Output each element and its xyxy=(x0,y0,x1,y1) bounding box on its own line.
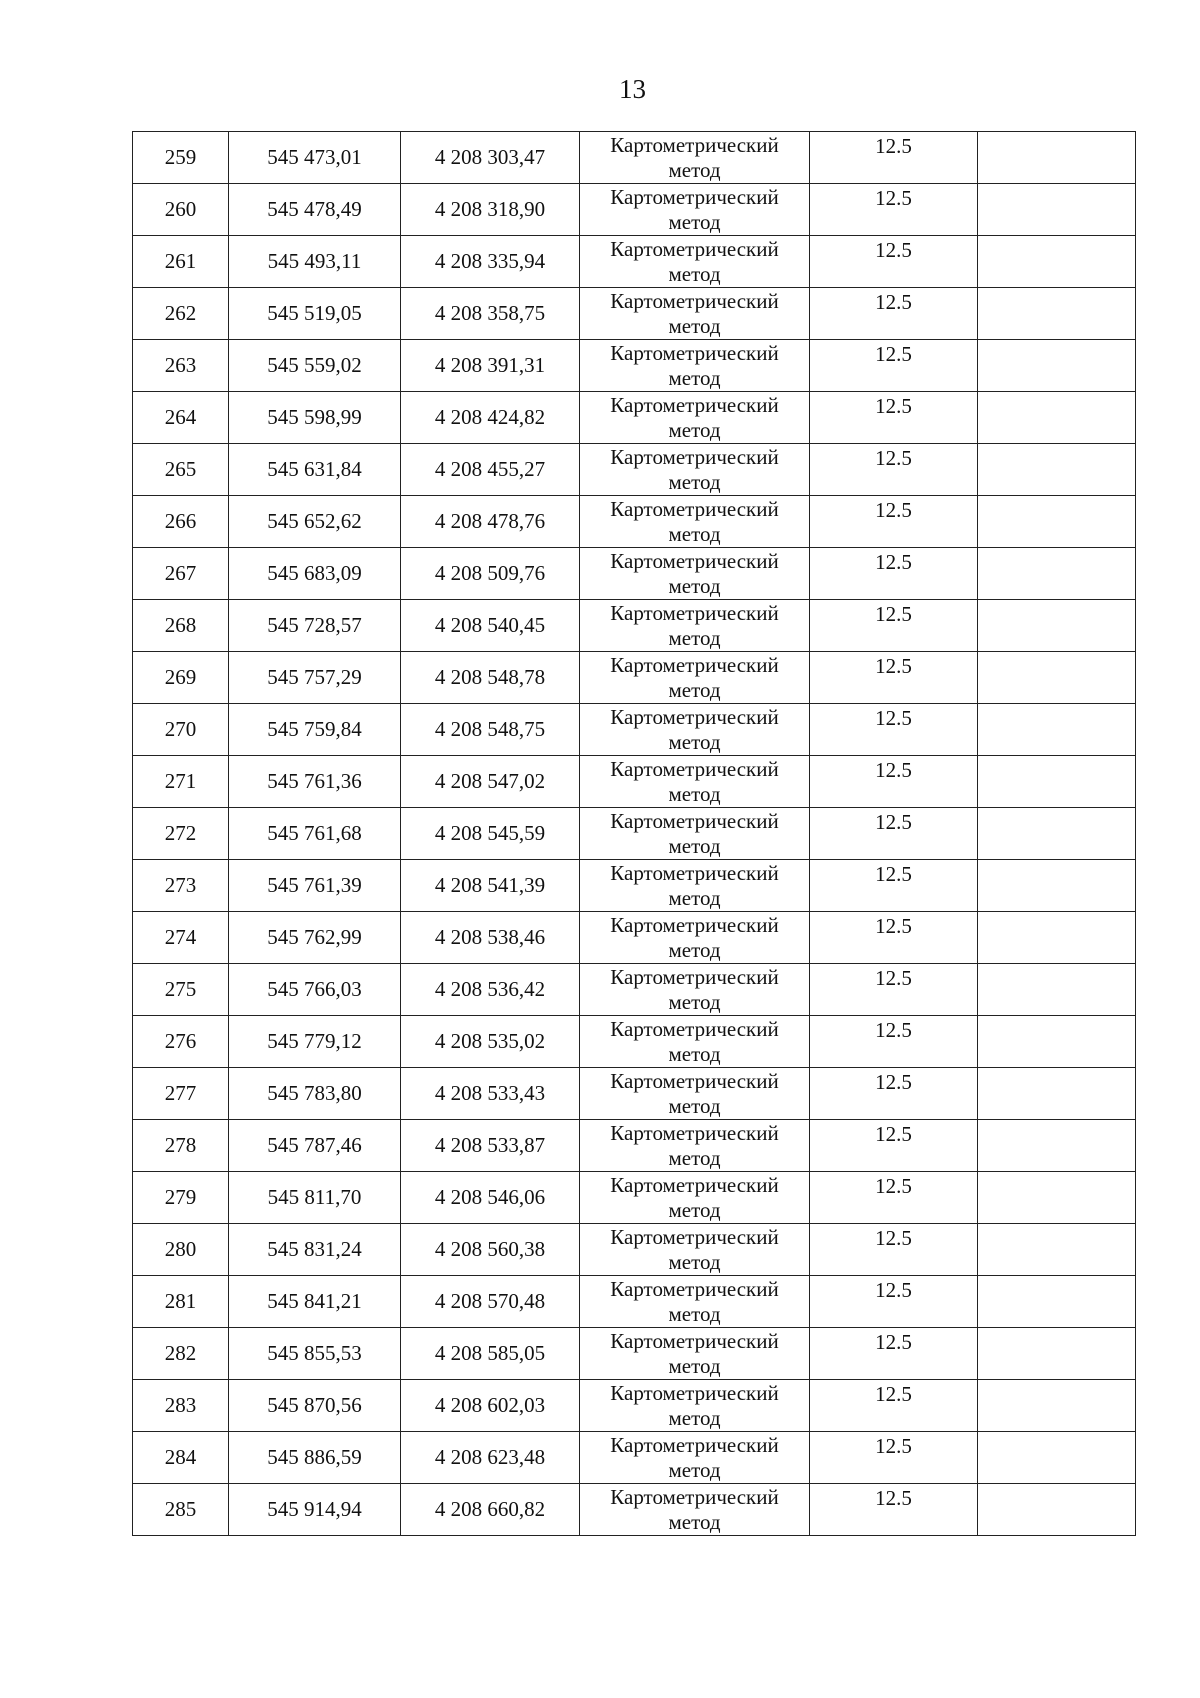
accuracy-cell: 12.5 xyxy=(810,756,978,808)
method-text-line: Картометрический xyxy=(610,757,779,781)
method-text-line: метод xyxy=(668,990,721,1014)
y-coordinate-cell: 4 208 358,75 xyxy=(401,288,580,340)
y-coordinate-cell: 4 208 545,59 xyxy=(401,808,580,860)
method-text-line: Картометрический xyxy=(610,497,779,521)
point-number-cell: 263 xyxy=(133,340,229,392)
method-text-line: Картометрический xyxy=(610,1017,779,1041)
y-coordinate-cell: 4 208 560,38 xyxy=(401,1224,580,1276)
method-text-line: Картометрический xyxy=(610,1277,779,1301)
point-number-cell: 274 xyxy=(133,912,229,964)
accuracy-cell: 12.5 xyxy=(810,964,978,1016)
point-number-cell: 272 xyxy=(133,808,229,860)
method-text-line: метод xyxy=(668,418,721,442)
table-row xyxy=(133,548,1136,600)
accuracy-cell: 12.5 xyxy=(810,548,978,600)
method-text-line: Картометрический xyxy=(610,913,779,937)
accuracy-cell: 12.5 xyxy=(810,340,978,392)
x-coordinate-cell: 545 493,11 xyxy=(229,236,401,288)
method-text-line: метод xyxy=(668,1354,721,1378)
x-coordinate-cell: 545 811,70 xyxy=(229,1172,401,1224)
x-coordinate-cell: 545 870,56 xyxy=(229,1380,401,1432)
y-coordinate-cell: 4 208 303,47 xyxy=(401,132,580,184)
method-cell xyxy=(580,392,810,444)
y-coordinate-cell: 4 208 538,46 xyxy=(401,912,580,964)
point-number-cell: 266 xyxy=(133,496,229,548)
method-text-line: метод xyxy=(668,470,721,494)
method-cell xyxy=(580,964,810,1016)
method-text-line: Картометрический xyxy=(610,549,779,573)
x-coordinate-cell: 545 762,99 xyxy=(229,912,401,964)
method-text-line: Картометрический xyxy=(610,341,779,365)
method-text-line: Картометрический xyxy=(610,1381,779,1405)
point-number-cell: 285 xyxy=(133,1484,229,1536)
y-coordinate-cell: 4 208 547,02 xyxy=(401,756,580,808)
accuracy-cell: 12.5 xyxy=(810,1276,978,1328)
x-coordinate-cell: 545 914,94 xyxy=(229,1484,401,1536)
y-coordinate-cell: 4 208 335,94 xyxy=(401,236,580,288)
x-coordinate-cell: 545 761,36 xyxy=(229,756,401,808)
table-row xyxy=(133,132,1136,184)
table-row xyxy=(133,1016,1136,1068)
accuracy-cell: 12.5 xyxy=(810,704,978,756)
table-row xyxy=(133,1328,1136,1380)
description-cell xyxy=(978,132,1136,184)
table-row xyxy=(133,808,1136,860)
table-row xyxy=(133,756,1136,808)
method-cell xyxy=(580,1484,810,1536)
accuracy-cell: 12.5 xyxy=(810,184,978,236)
method-text-line: метод xyxy=(668,1198,721,1222)
description-cell xyxy=(978,704,1136,756)
x-coordinate-cell: 545 598,99 xyxy=(229,392,401,444)
method-text-line: метод xyxy=(668,1094,721,1118)
x-coordinate-cell: 545 831,24 xyxy=(229,1224,401,1276)
description-cell xyxy=(978,288,1136,340)
point-number-cell: 284 xyxy=(133,1432,229,1484)
table-row xyxy=(133,600,1136,652)
description-cell xyxy=(978,496,1136,548)
table-row xyxy=(133,1484,1136,1536)
y-coordinate-cell: 4 208 570,48 xyxy=(401,1276,580,1328)
description-cell xyxy=(978,964,1136,1016)
table-row xyxy=(133,1276,1136,1328)
method-text-line: метод xyxy=(668,626,721,650)
x-coordinate-cell: 545 761,39 xyxy=(229,860,401,912)
accuracy-cell: 12.5 xyxy=(810,1432,978,1484)
accuracy-cell: 12.5 xyxy=(810,1172,978,1224)
y-coordinate-cell: 4 208 548,78 xyxy=(401,652,580,704)
method-text-line: Картометрический xyxy=(610,1329,779,1353)
accuracy-cell: 12.5 xyxy=(810,288,978,340)
method-cell xyxy=(580,1172,810,1224)
method-cell xyxy=(580,548,810,600)
method-text-line: Картометрический xyxy=(610,861,779,885)
y-coordinate-cell: 4 208 541,39 xyxy=(401,860,580,912)
description-cell xyxy=(978,444,1136,496)
table-row xyxy=(133,1380,1136,1432)
method-text-line: Картометрический xyxy=(610,1485,779,1509)
x-coordinate-cell: 545 855,53 xyxy=(229,1328,401,1380)
description-cell xyxy=(978,184,1136,236)
accuracy-cell: 12.5 xyxy=(810,392,978,444)
x-coordinate-cell: 545 886,59 xyxy=(229,1432,401,1484)
point-number-cell: 277 xyxy=(133,1068,229,1120)
table-row xyxy=(133,496,1136,548)
y-coordinate-cell: 4 208 391,31 xyxy=(401,340,580,392)
method-text-line: Картометрический xyxy=(610,965,779,989)
accuracy-cell: 12.5 xyxy=(810,444,978,496)
method-cell xyxy=(580,1016,810,1068)
x-coordinate-cell: 545 779,12 xyxy=(229,1016,401,1068)
y-coordinate-cell: 4 208 455,27 xyxy=(401,444,580,496)
method-cell xyxy=(580,756,810,808)
accuracy-cell: 12.5 xyxy=(810,1484,978,1536)
accuracy-cell: 12.5 xyxy=(810,1224,978,1276)
x-coordinate-cell: 545 787,46 xyxy=(229,1120,401,1172)
method-cell xyxy=(580,1224,810,1276)
point-number-cell: 264 xyxy=(133,392,229,444)
method-text-line: метод xyxy=(668,1250,721,1274)
x-coordinate-cell: 545 841,21 xyxy=(229,1276,401,1328)
y-coordinate-cell: 4 208 602,03 xyxy=(401,1380,580,1432)
accuracy-cell: 12.5 xyxy=(810,1328,978,1380)
y-coordinate-cell: 4 208 623,48 xyxy=(401,1432,580,1484)
table-row xyxy=(133,288,1136,340)
accuracy-cell: 12.5 xyxy=(810,808,978,860)
accuracy-cell: 12.5 xyxy=(810,1120,978,1172)
method-cell xyxy=(580,1380,810,1432)
method-text-line: метод xyxy=(668,1302,721,1326)
accuracy-cell: 12.5 xyxy=(810,600,978,652)
method-text-line: Картометрический xyxy=(610,601,779,625)
method-text-line: метод xyxy=(668,938,721,962)
method-cell xyxy=(580,912,810,964)
accuracy-cell: 12.5 xyxy=(810,236,978,288)
method-cell xyxy=(580,808,810,860)
method-cell xyxy=(580,444,810,496)
method-cell xyxy=(580,600,810,652)
accuracy-cell: 12.5 xyxy=(810,132,978,184)
method-cell xyxy=(580,1432,810,1484)
x-coordinate-cell: 545 757,29 xyxy=(229,652,401,704)
table-row xyxy=(133,912,1136,964)
method-text-line: метод xyxy=(668,314,721,338)
method-text-line: метод xyxy=(668,886,721,910)
y-coordinate-cell: 4 208 535,02 xyxy=(401,1016,580,1068)
table-row xyxy=(133,1172,1136,1224)
point-number-cell: 278 xyxy=(133,1120,229,1172)
method-cell xyxy=(580,184,810,236)
method-cell xyxy=(580,288,810,340)
y-coordinate-cell: 4 208 533,43 xyxy=(401,1068,580,1120)
table-row xyxy=(133,444,1136,496)
point-number-cell: 267 xyxy=(133,548,229,600)
description-cell xyxy=(978,600,1136,652)
method-text-line: метод xyxy=(668,1042,721,1066)
x-coordinate-cell: 545 728,57 xyxy=(229,600,401,652)
table-row xyxy=(133,340,1136,392)
method-text-line: Картометрический xyxy=(610,185,779,209)
description-cell xyxy=(978,392,1136,444)
point-number-cell: 279 xyxy=(133,1172,229,1224)
description-cell xyxy=(978,1068,1136,1120)
method-text-line: метод xyxy=(668,678,721,702)
description-cell xyxy=(978,912,1136,964)
description-cell xyxy=(978,860,1136,912)
description-cell xyxy=(978,808,1136,860)
method-cell xyxy=(580,340,810,392)
x-coordinate-cell: 545 766,03 xyxy=(229,964,401,1016)
description-cell xyxy=(978,1484,1136,1536)
method-cell xyxy=(580,132,810,184)
method-cell xyxy=(580,860,810,912)
point-number-cell: 268 xyxy=(133,600,229,652)
method-text-line: метод xyxy=(668,366,721,390)
method-cell xyxy=(580,236,810,288)
table-row xyxy=(133,860,1136,912)
table-row xyxy=(133,704,1136,756)
description-cell xyxy=(978,756,1136,808)
x-coordinate-cell: 545 519,05 xyxy=(229,288,401,340)
table-row xyxy=(133,964,1136,1016)
method-text-line: метод xyxy=(668,210,721,234)
method-cell xyxy=(580,704,810,756)
method-text-line: Картометрический xyxy=(610,809,779,833)
description-cell xyxy=(978,1172,1136,1224)
point-number-cell: 275 xyxy=(133,964,229,1016)
method-text-line: метод xyxy=(668,522,721,546)
page-number: 13 xyxy=(619,74,646,104)
method-text-line: метод xyxy=(668,1510,721,1534)
description-cell xyxy=(978,1224,1136,1276)
description-cell xyxy=(978,340,1136,392)
table-row xyxy=(133,236,1136,288)
description-cell xyxy=(978,1380,1136,1432)
method-cell xyxy=(580,1068,810,1120)
method-cell xyxy=(580,1120,810,1172)
description-cell xyxy=(978,1016,1136,1068)
accuracy-cell: 12.5 xyxy=(810,1016,978,1068)
description-cell xyxy=(978,1276,1136,1328)
method-text-line: метод xyxy=(668,782,721,806)
method-text-line: метод xyxy=(668,834,721,858)
table-row xyxy=(133,1068,1136,1120)
table-row xyxy=(133,652,1136,704)
point-number-cell: 273 xyxy=(133,860,229,912)
method-text-line: Картометрический xyxy=(610,133,779,157)
description-cell xyxy=(978,548,1136,600)
y-coordinate-cell: 4 208 548,75 xyxy=(401,704,580,756)
method-text-line: Картометрический xyxy=(610,1433,779,1457)
method-text-line: Картометрический xyxy=(610,1225,779,1249)
coordinates-table xyxy=(132,131,1136,1536)
x-coordinate-cell: 545 478,49 xyxy=(229,184,401,236)
y-coordinate-cell: 4 208 536,42 xyxy=(401,964,580,1016)
point-number-cell: 262 xyxy=(133,288,229,340)
description-cell xyxy=(978,236,1136,288)
y-coordinate-cell: 4 208 318,90 xyxy=(401,184,580,236)
x-coordinate-cell: 545 559,02 xyxy=(229,340,401,392)
table-row xyxy=(133,1120,1136,1172)
x-coordinate-cell: 545 473,01 xyxy=(229,132,401,184)
method-text-line: Картометрический xyxy=(610,445,779,469)
accuracy-cell: 12.5 xyxy=(810,860,978,912)
table-row xyxy=(133,1224,1136,1276)
method-cell xyxy=(580,1276,810,1328)
coordinates-table-body xyxy=(133,132,1136,1536)
y-coordinate-cell: 4 208 424,82 xyxy=(401,392,580,444)
x-coordinate-cell: 545 683,09 xyxy=(229,548,401,600)
description-cell xyxy=(978,1328,1136,1380)
method-text-line: Картометрический xyxy=(610,237,779,261)
method-text-line: Картометрический xyxy=(610,393,779,417)
accuracy-cell: 12.5 xyxy=(810,1068,978,1120)
method-cell xyxy=(580,1328,810,1380)
description-cell xyxy=(978,1120,1136,1172)
table-row xyxy=(133,184,1136,236)
method-text-line: Картометрический xyxy=(610,1173,779,1197)
point-number-cell: 282 xyxy=(133,1328,229,1380)
x-coordinate-cell: 545 652,62 xyxy=(229,496,401,548)
y-coordinate-cell: 4 208 546,06 xyxy=(401,1172,580,1224)
point-number-cell: 276 xyxy=(133,1016,229,1068)
method-text-line: Картометрический xyxy=(610,653,779,677)
description-cell xyxy=(978,652,1136,704)
y-coordinate-cell: 4 208 478,76 xyxy=(401,496,580,548)
y-coordinate-cell: 4 208 509,76 xyxy=(401,548,580,600)
point-number-cell: 281 xyxy=(133,1276,229,1328)
method-text-line: метод xyxy=(668,158,721,182)
accuracy-cell: 12.5 xyxy=(810,652,978,704)
table-row xyxy=(133,392,1136,444)
y-coordinate-cell: 4 208 533,87 xyxy=(401,1120,580,1172)
point-number-cell: 260 xyxy=(133,184,229,236)
method-text-line: Картометрический xyxy=(610,1069,779,1093)
method-cell xyxy=(580,652,810,704)
method-text-line: метод xyxy=(668,262,721,286)
y-coordinate-cell: 4 208 585,05 xyxy=(401,1328,580,1380)
x-coordinate-cell: 545 759,84 xyxy=(229,704,401,756)
point-number-cell: 269 xyxy=(133,652,229,704)
y-coordinate-cell: 4 208 540,45 xyxy=(401,600,580,652)
point-number-cell: 270 xyxy=(133,704,229,756)
point-number-cell: 283 xyxy=(133,1380,229,1432)
method-text-line: метод xyxy=(668,1146,721,1170)
method-text-line: Картометрический xyxy=(610,1121,779,1145)
description-cell xyxy=(978,1432,1136,1484)
method-text-line: метод xyxy=(668,1406,721,1430)
x-coordinate-cell: 545 631,84 xyxy=(229,444,401,496)
x-coordinate-cell: 545 761,68 xyxy=(229,808,401,860)
y-coordinate-cell: 4 208 660,82 xyxy=(401,1484,580,1536)
method-text-line: Картометрический xyxy=(610,289,779,313)
method-cell xyxy=(580,496,810,548)
point-number-cell: 265 xyxy=(133,444,229,496)
point-number-cell: 271 xyxy=(133,756,229,808)
accuracy-cell: 12.5 xyxy=(810,1380,978,1432)
point-number-cell: 280 xyxy=(133,1224,229,1276)
accuracy-cell: 12.5 xyxy=(810,496,978,548)
accuracy-cell: 12.5 xyxy=(810,912,978,964)
method-text-line: метод xyxy=(668,1458,721,1482)
method-text-line: Картометрический xyxy=(610,705,779,729)
method-text-line: метод xyxy=(668,574,721,598)
method-text-line: метод xyxy=(668,730,721,754)
point-number-cell: 261 xyxy=(133,236,229,288)
table-row xyxy=(133,1432,1136,1484)
point-number-cell: 259 xyxy=(133,132,229,184)
x-coordinate-cell: 545 783,80 xyxy=(229,1068,401,1120)
